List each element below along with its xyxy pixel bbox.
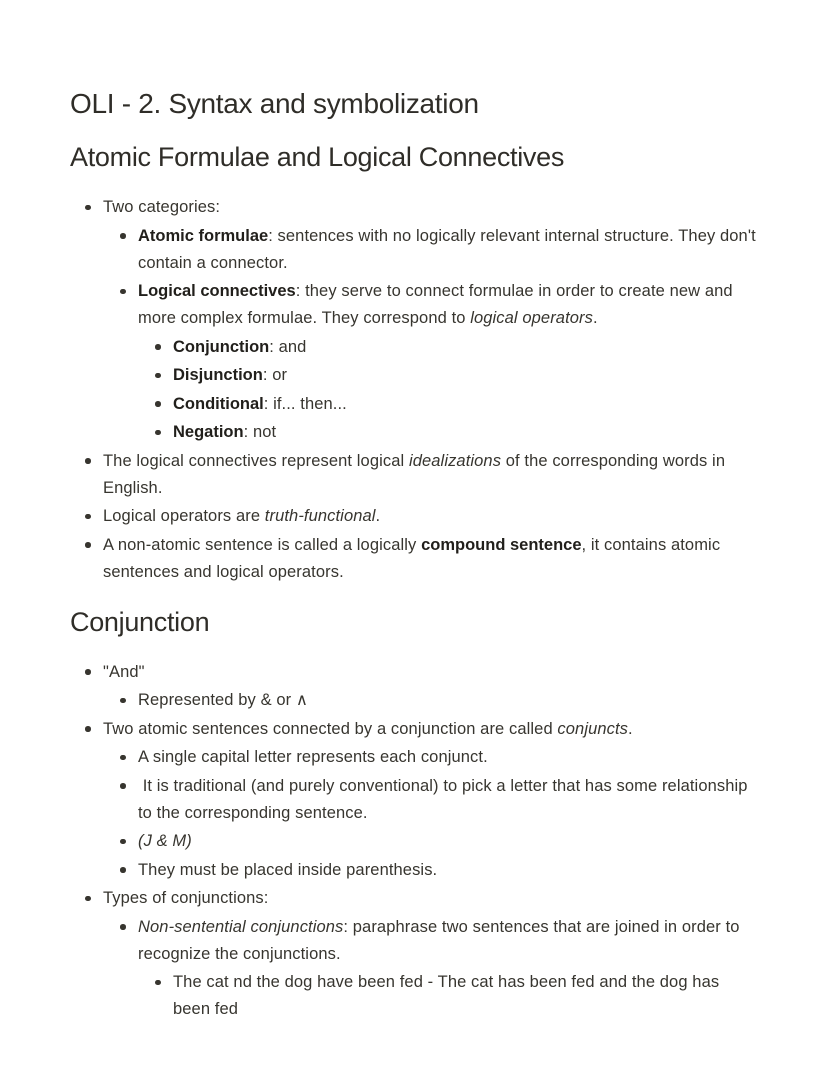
text-segment: Non-sentential conjunctions: [138, 917, 344, 936]
bullet-icon: [108, 828, 138, 855]
text-segment: logical operators: [470, 309, 593, 327]
text-segment: Types of conjunctions:: [103, 889, 269, 907]
bullet-dot: [85, 205, 91, 211]
list-item-text: [103, 716, 760, 743]
text-segment: Logical operators are: [103, 507, 265, 525]
list-item-text: [138, 914, 760, 968]
list-item: [108, 687, 760, 714]
section-heading: [70, 605, 760, 639]
bullet-icon: [108, 223, 138, 250]
list-item: [73, 659, 760, 686]
bullet-icon: [143, 969, 173, 996]
text-segment: truth-functional: [264, 507, 376, 525]
text-segment: idealizations: [408, 451, 502, 470]
list-item-text: [173, 362, 760, 389]
bullet-icon: [143, 419, 173, 446]
text-segment: Disjunction: [173, 366, 263, 384]
text-segment: OLI - 2. Syntax and symbolization: [70, 88, 479, 119]
bullet-dot: [155, 344, 161, 350]
bullet-icon: [143, 334, 173, 361]
list-item-text: [103, 194, 760, 221]
list-item: [108, 857, 760, 884]
list-item-text: [173, 419, 760, 446]
list-item: [108, 828, 760, 855]
list-item: [108, 744, 760, 771]
text-segment: A non-atomic sentence is called a logically: [103, 535, 422, 554]
text-segment: Negation: [173, 423, 244, 441]
list-item-text: [138, 773, 760, 827]
text-segment: "And": [103, 662, 145, 681]
list-item-text: [103, 503, 760, 530]
bullet-icon: [73, 532, 103, 559]
list-item-text: [138, 687, 760, 714]
text-segment: Two atomic sentences connected by a conjunction are called: [103, 719, 558, 738]
bullet-dot: [120, 867, 126, 873]
text-segment: compound sentence: [421, 535, 582, 554]
list-item-text: [173, 969, 760, 1023]
text-segment: A single capital letter represents each conjunct.: [138, 748, 488, 766]
text-segment: (J & M): [138, 832, 192, 850]
bullet-dot: [85, 896, 91, 902]
text-segment: Two categories:: [103, 198, 221, 216]
bullet-icon: [73, 885, 103, 912]
text-segment: : paraphrase two sentences that are joined in order to recognize the conjunctions.: [138, 917, 745, 963]
bullet-dot: [85, 458, 91, 464]
list-item: [108, 278, 760, 332]
list-item-text: [173, 391, 760, 418]
bullet-icon: [108, 744, 138, 771]
text-segment: conjuncts: [557, 719, 629, 738]
bullet-dot: [85, 726, 91, 732]
text-segment: The cat nd the dog have been fed - The cat has been fed and the dog has been fed: [173, 973, 724, 1018]
list-item-text: [138, 744, 760, 771]
list-item: [73, 885, 760, 912]
bullet-icon: [73, 448, 103, 475]
text-segment: .: [628, 719, 633, 738]
text-segment: Atomic Formulae and Logical Connectives: [70, 142, 565, 172]
text-segment: The logical connectives represent logical: [103, 451, 409, 470]
text-segment: They must be placed inside parenthesis.: [138, 860, 438, 879]
section-heading: [70, 140, 760, 174]
list-item: [73, 716, 760, 743]
text-segment: : and: [269, 337, 307, 356]
bullet-dot: [120, 233, 126, 239]
list-item-text: [138, 223, 760, 277]
bullet-icon: [108, 687, 138, 714]
list-item: [73, 194, 760, 221]
bullet-icon: [108, 773, 138, 800]
text-segment: : not: [243, 423, 277, 441]
text-segment: of the corresponding words in English.: [103, 451, 730, 497]
bullet-dot: [85, 669, 91, 675]
text-segment: Conjunction: [173, 337, 270, 356]
list-item-text: [138, 278, 760, 332]
text-segment: : if... then...: [263, 394, 347, 413]
page-title: [70, 86, 760, 121]
bullet-dot: [155, 373, 161, 379]
list-item: [108, 223, 760, 277]
list-item: [143, 334, 760, 361]
text-segment: It is traditional (and purely conventional) to pick a letter that has some relationship to the corresponding sentence.: [138, 776, 753, 822]
text-segment: , it contains atomic sentences and logical operators.: [103, 535, 725, 581]
text-segment: : they serve to connect formulae in order to create new and more complex formulae. They correspond to: [138, 282, 738, 327]
bullet-icon: [108, 278, 138, 305]
bullet-icon: [73, 503, 103, 530]
list-item-text: [103, 448, 760, 502]
text-segment: .: [375, 507, 381, 525]
list-item: [143, 969, 760, 1023]
list-item-text: [138, 857, 760, 884]
list-item-text: [103, 885, 760, 912]
text-segment: Atomic formulae: [138, 226, 269, 245]
list-item-text: [103, 532, 760, 586]
bullet-dot: [120, 839, 126, 845]
bullet-dot: [155, 980, 161, 986]
bullet-dot: [85, 514, 91, 520]
bullet-icon: [143, 362, 173, 389]
list-item: [73, 532, 760, 586]
text-segment: Conjunction: [70, 606, 210, 637]
text-segment: : sentences with no logically relevant internal structure. They don't contain a connector.: [138, 226, 761, 272]
list-item: [143, 391, 760, 418]
bullet-dot: [120, 755, 126, 761]
text-segment: .: [593, 309, 598, 327]
bullet-dot: [155, 401, 161, 407]
bullet-dot: [155, 430, 161, 436]
text-segment: Represented by & or ∧: [138, 691, 309, 709]
list-item: [108, 773, 760, 827]
text-segment: Conditional: [173, 394, 264, 413]
bullet-icon: [143, 391, 173, 418]
list-item: [73, 448, 760, 502]
bullet-icon: [73, 659, 103, 686]
bullet-dot: [120, 783, 126, 789]
bullet-icon: [108, 857, 138, 884]
list-item-text: [103, 659, 760, 686]
list-item-text: [173, 334, 760, 361]
list-item: [143, 362, 760, 389]
list-item: [108, 914, 760, 968]
list-item-text: [138, 828, 760, 855]
list-item: [73, 503, 760, 530]
bullet-icon: [108, 914, 138, 941]
bullet-icon: [73, 194, 103, 221]
bullet-dot: [120, 289, 126, 295]
bullet-dot: [120, 924, 126, 930]
bullet-dot: [120, 698, 126, 704]
text-segment: Logical connectives: [138, 282, 296, 300]
bullet-dot: [85, 542, 91, 548]
bullet-icon: [73, 716, 103, 743]
list-item: [143, 419, 760, 446]
text-segment: : or: [262, 366, 288, 384]
